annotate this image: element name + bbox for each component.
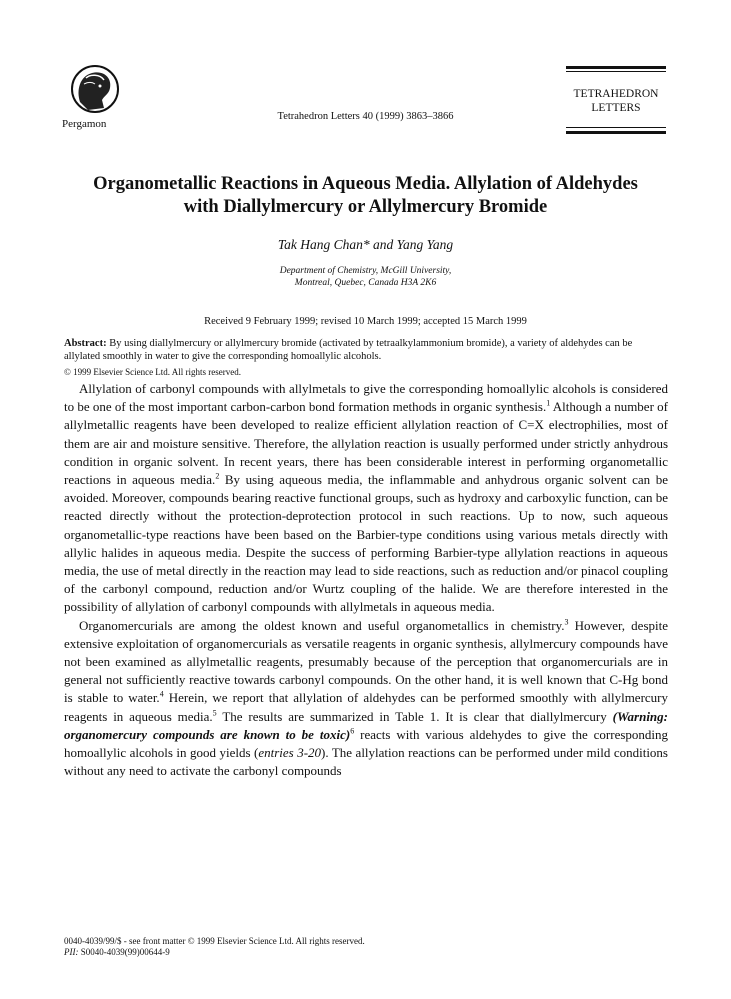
affiliation-line1: Department of Chemistry, McGill University, <box>279 266 452 276</box>
reference-superscript: 1 <box>546 398 551 408</box>
article-title-line2: with Diallylmercury or Allylmercury Bromide <box>183 197 548 217</box>
journal-citation: Tetrahedron Letters 40 (1999) 3863–3866 <box>277 111 454 122</box>
text: reacts with various aldehydes to give the corresponding homoallylic alcohols in good yields ( <box>64 726 669 761</box>
article-title-line1: Organometallic Reactions in Aqueous Media. Allylation of Aldehydes <box>93 174 638 194</box>
reference-superscript: 4 <box>159 690 164 700</box>
body-text <box>64 380 668 780</box>
reference-superscript: 6 <box>350 726 355 736</box>
reference-superscript: 5 <box>212 708 217 718</box>
journal-name <box>566 87 666 115</box>
reference-superscript: 3 <box>564 617 569 627</box>
header-rule <box>566 71 666 72</box>
header-rule <box>566 127 666 128</box>
affiliation <box>0 265 731 289</box>
article-title <box>50 173 681 219</box>
text: ). The allylation reactions can be performed under mild conditions without any need to activate the carbonyl compounds <box>64 745 668 779</box>
text: Organomercurials are among the oldest known and useful organometallics in chemistry. <box>79 617 565 633</box>
received-dates: Received 9 February 1999; revised 10 March 1999; accepted 15 March 1999 <box>204 316 527 327</box>
warning-text: (Warning: organomercury compounds are known to be toxic) <box>64 708 668 742</box>
publisher-name: Pergamon <box>62 118 107 130</box>
text: However, despite extensive exploitation of organomercurials as versatile reagents in organic synthesis, allylmercury compounds have not been examined as allylmetallic reagents, presumably because of the perception that organomercurials are in general not sufficiently reactive towards carbonyl compounds. On the other hand, it is well known that C-Hg bond is stable to water. <box>64 617 668 706</box>
text: Allylation of carbonyl compounds with allylmetals to give the corresponding homoallylic alcohols is considered to be one of the most important carbon-carbon bond formation methods in organic synthesis. <box>64 381 668 415</box>
publisher-logo <box>62 64 128 114</box>
footer-pii <box>64 947 365 958</box>
abstract-text: By using diallylmercury or allylmercury bromide (activated by tetraalkylammonium bromide), a variety of aldehydes can be allylated smoothly in water to give the corresponding homoallylic alcohols. <box>64 338 633 362</box>
header-rule <box>566 131 666 134</box>
footer-copyright: 0040-4039/99/$ - see front matter © 1999 Elsevier Science Ltd. All rights reserved. <box>64 936 365 946</box>
paragraph <box>64 617 668 781</box>
affiliation-line2: Montreal, Quebec, Canada H3A 2K6 <box>294 278 437 288</box>
authors: Tak Hang Chan* and Yang Yang <box>277 237 454 252</box>
pii-label: PII: <box>64 947 79 957</box>
abstract <box>64 337 668 363</box>
footer <box>64 936 365 958</box>
header-rule <box>566 66 666 69</box>
journal-name-line1: TETRAHEDRON <box>573 88 659 100</box>
text: The results are summarized in Table 1. It is clear that diallylmercury <box>216 708 613 724</box>
reference-superscript: 2 <box>215 471 220 481</box>
text: Herein, we report that allylation of aldehydes can be performed smoothly with allylmercury reagents in aqueous media. <box>64 690 669 724</box>
copyright: © 1999 Elsevier Science Ltd. All rights reserved. <box>64 367 242 377</box>
pii-value: S0040-4039(99)00644-9 <box>78 947 170 957</box>
text: Although a number of allylmetallic reagents have been developed to realize efficient allylation reaction of C=X electrophilies, most of them are air and moisture sensitive. Therefore, the allylation reaction is usually performed under strictly anhydrous condition in organic solvent. In recent years, there has been considerable interest in performing organometallic reactions in aqueous media. <box>64 399 668 488</box>
journal-name-line2: LETTERS <box>591 102 641 114</box>
paragraph <box>64 380 668 617</box>
abstract-label: Abstract: <box>64 338 107 349</box>
entries-reference: entries 3-20 <box>258 745 322 761</box>
text: By using aqueous media, the inflammable and anhydrous organic solvent can be avoided. Moreover, compounds bearing reactive functional groups, such as hydroxy and carboxylic function, can be reacted directly without the protection-deprotection protocol in such reactions. Up to now, such aqueous organometallic-type reactions have been based on the Barbier-type conditions using various metals directly with allylic halides in aqueous media. Despite the success of performing Barbier-type allylation reactions in aqueous media, the use of metal directly in the reaction may lead to side reactions, such as reduction and/or pinacol coupling of the carbonyl compound, reduction and/or Wurtz coupling of the halide. We are therefore interested in the possibility of allylation of carbonyl compounds with allylmetals in aqueous media. <box>64 472 668 615</box>
